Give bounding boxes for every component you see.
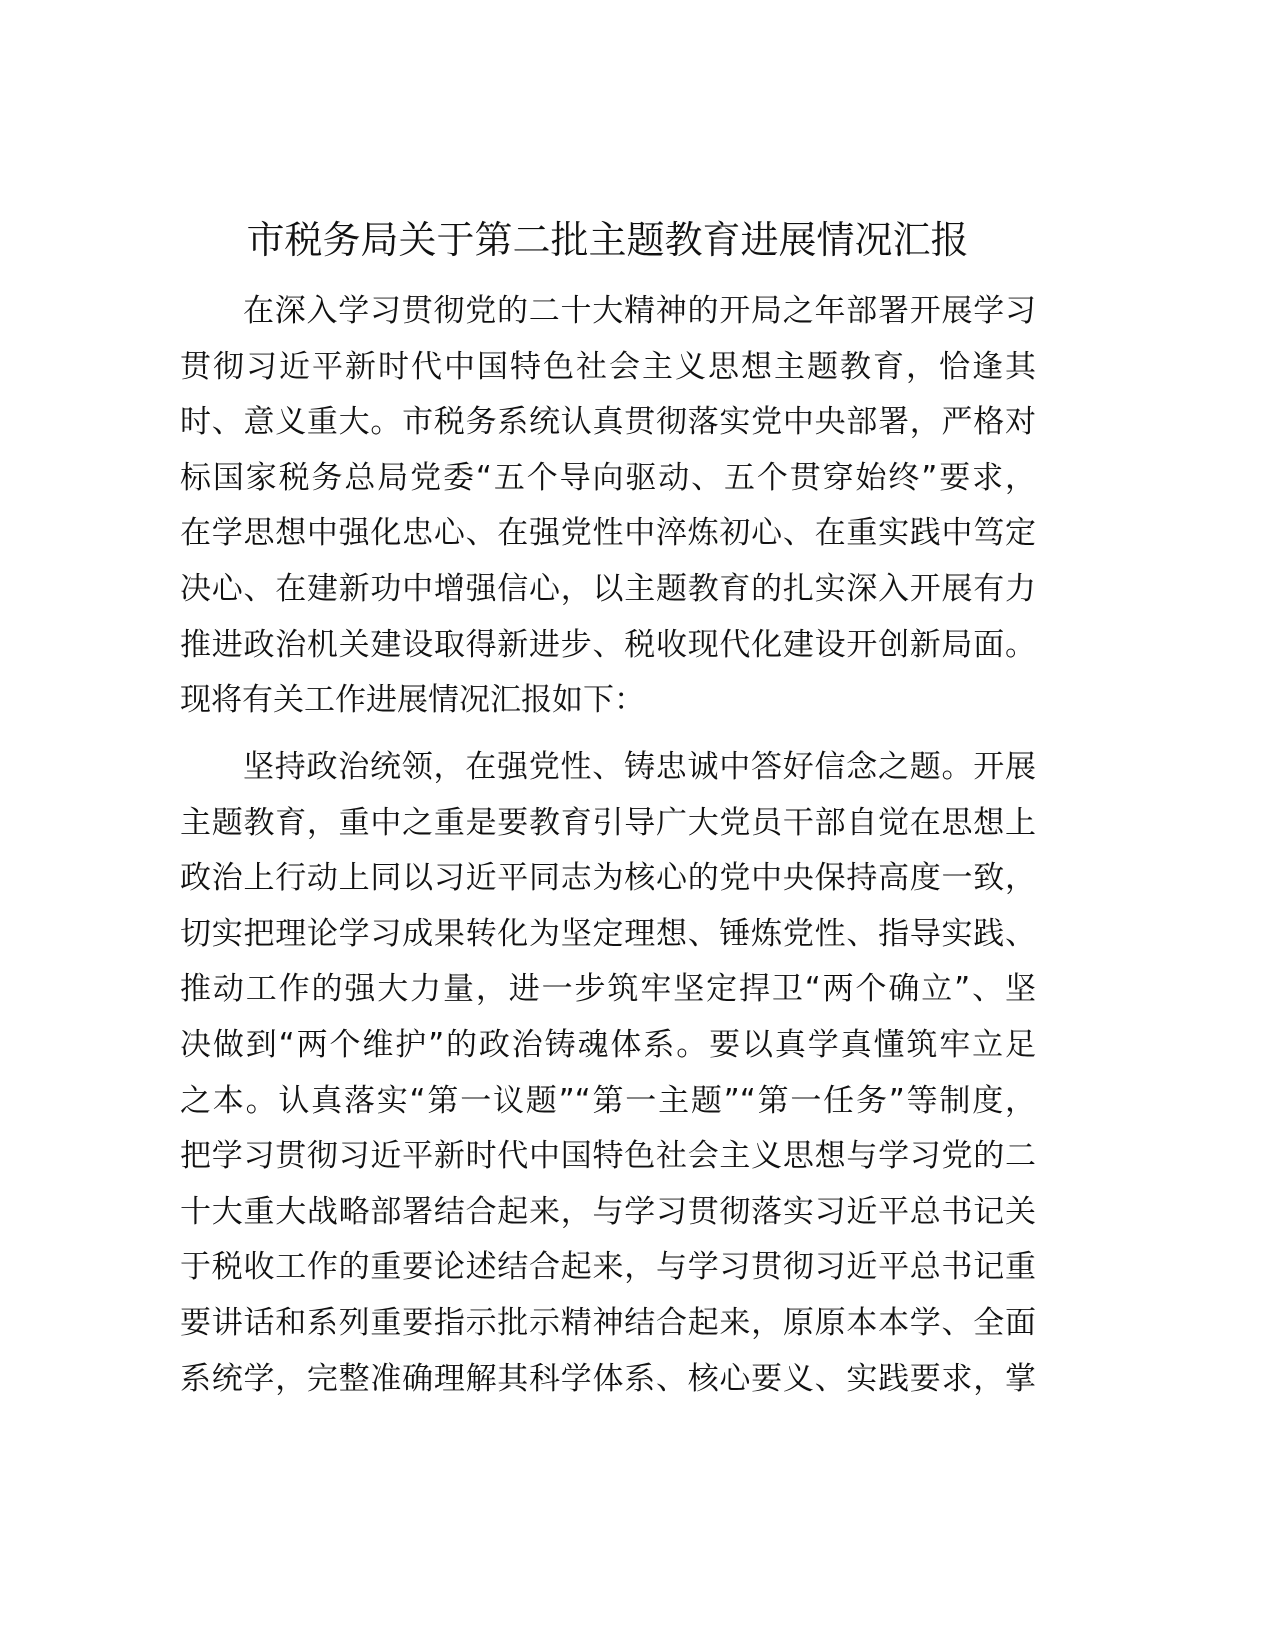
text-line: 时、意义重大。市税务系统认真贯彻落实党中央部署，严格对 [180, 404, 1036, 441]
text-line: 标国家税务总局党委“五个导向驱动、五个贯穿始终”要求， [180, 459, 1036, 496]
text-line: 现将有关工作进展情况汇报如下： [180, 682, 645, 719]
text-line: 系统学，完整准确理解其科学体系、核心要义、实践要求，掌 [180, 1360, 1036, 1397]
text-line: 坚持政治统领，在强党性、铸忠诚中答好信念之题。开展 [243, 749, 1036, 785]
text-line: 之本。认真落实“第一议题”“第一主题”“第一任务”等制度， [180, 1082, 1036, 1119]
paragraph-political-leadership [180, 740, 1036, 1407]
text-line: 决做到“两个维护”的政治铸魂体系。要以真学真懂筑牢立足 [180, 1026, 1036, 1063]
text-line: 推动工作的强大力量，进一步筑牢坚定捍卫“两个确立”、坚 [180, 971, 1036, 1008]
text-line: 要讲话和系列重要指示批示精神结合起来，原原本本学、全面 [180, 1304, 1036, 1341]
text-line: 把学习贯彻习近平新时代中国特色社会主义思想与学习党的二 [180, 1138, 1036, 1175]
text-line: 决心、在建新功中增强信心，以主题教育的扎实深入开展有力 [180, 570, 1036, 607]
document-title: 市税务局关于第二批主题教育进展情况汇报 [246, 218, 969, 262]
text-line: 主题教育，重中之重是要教育引导广大党员干部自觉在思想上 [180, 804, 1036, 841]
text-line: 推进政治机关建设取得新进步、税收现代化建设开创新局面。 [180, 626, 1036, 663]
text-line: 在学思想中强化忠心、在强党性中淬炼初心、在重实践中笃定 [180, 515, 1036, 552]
text-line: 政治上行动上同以习近平同志为核心的党中央保持高度一致， [180, 860, 1036, 897]
text-line: 贯彻习近平新时代中国特色社会主义思想主题教育，恰逢其 [180, 348, 1036, 385]
text-line: 于税收工作的重要论述结合起来，与学习贯彻习近平总书记重 [180, 1249, 1036, 1286]
text-line: 在深入学习贯彻党的二十大精神的开局之年部署开展学习 [243, 293, 1036, 329]
text-line: 切实把理论学习成果转化为坚定理想、锤炼党性、指导实践、 [180, 915, 1036, 952]
paragraph-intro [180, 284, 1036, 729]
text-line: 十大重大战略部署结合起来，与学习贯彻落实习近平总书记关 [180, 1193, 1036, 1230]
